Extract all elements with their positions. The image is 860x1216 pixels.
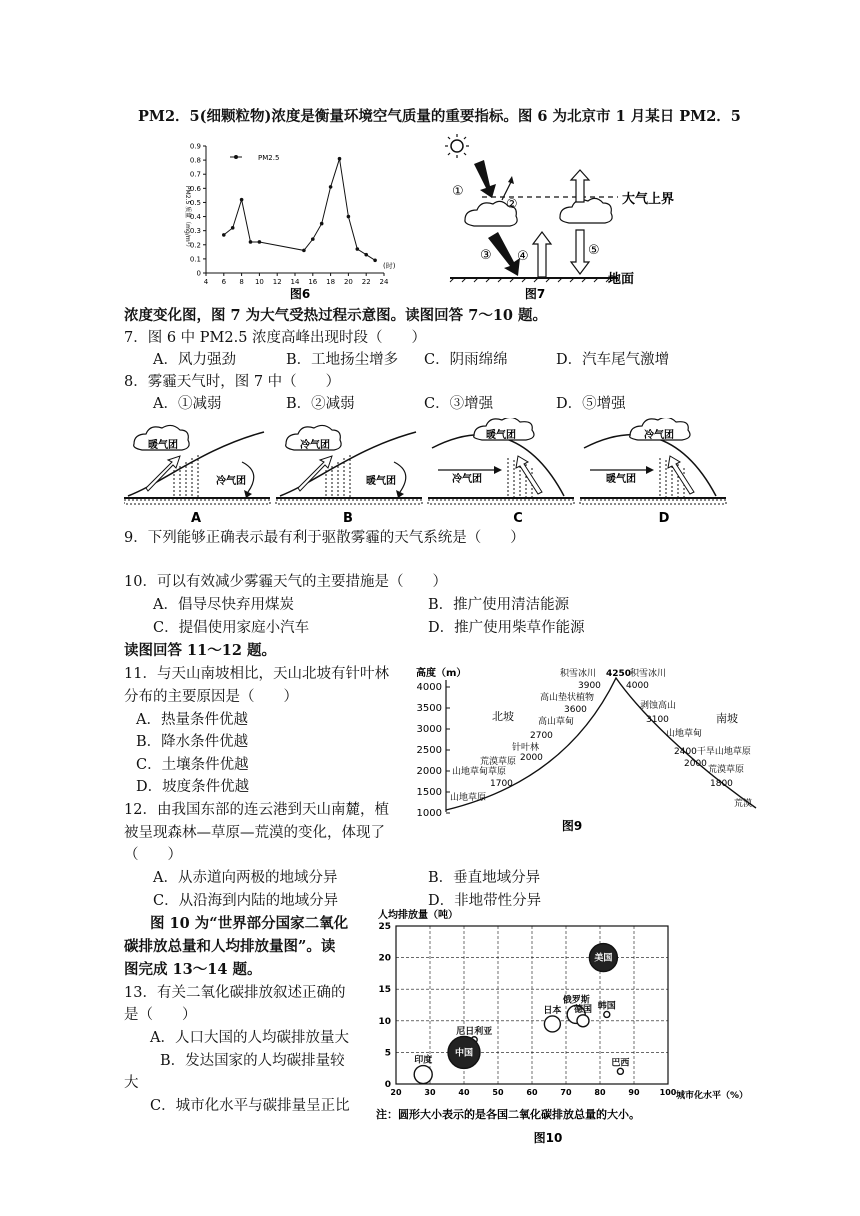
fig9-tick: 1500: [416, 787, 442, 798]
x-tick-label: 18: [326, 278, 336, 286]
data-point: [311, 237, 315, 241]
figure-7-atmosphere-diagram: [440, 132, 700, 304]
q11-option-c: C．土壤条件优越: [136, 757, 249, 773]
fig10-y-tick-label: 25: [378, 922, 391, 932]
fig10-x-tick-label: 40: [458, 1088, 470, 1097]
q10-stem: 10．可以有效减少雾霾天气的主要措施是（ ）: [124, 574, 447, 590]
fig10-x-tick-label: 70: [560, 1088, 572, 1097]
figure-6-caption: 图6: [289, 287, 311, 301]
front-d-warm: 暖气团: [606, 474, 636, 485]
y-tick-label: 0: [196, 269, 201, 278]
fig9-y-label: 高度（m）: [416, 668, 467, 679]
country-bubble: [577, 1015, 589, 1027]
y-tick-label: 0.6: [189, 184, 201, 193]
fig10-y-tick-label: 5: [384, 1048, 391, 1059]
cloud-right: [560, 198, 612, 223]
intro-line-2: 浓度变化图，图 7 为大气受热过程示意图。读图回答 7～10 题。: [124, 307, 548, 324]
fig10-y-tick-label: 15: [378, 985, 391, 996]
data-point: [240, 198, 244, 202]
fig10-x-tick-label: 50: [492, 1088, 504, 1097]
fig9-desert-steppe-n: 荒漠草原: [480, 757, 517, 767]
figure-6-pm25-chart: [178, 138, 408, 303]
q8-option-d: D．⑤增强: [556, 396, 626, 412]
data-point: [320, 222, 324, 226]
figure-9-tianshan-profile: [410, 662, 758, 834]
q9-stem: 9．下列能够正确表示最有利于驱散雾霾的天气系统是（ ）: [124, 530, 525, 546]
fig9-mountain-steppe: 山地草甸草原: [452, 767, 507, 777]
country-label: 巴西: [611, 1058, 630, 1069]
fig9-snow-n: 积雪冰川: [560, 669, 597, 679]
fig10-x-tick-label: 30: [424, 1088, 436, 1097]
q12-option-b: B．垂直地域分异: [428, 870, 541, 886]
fig9-tick: 2000: [416, 766, 442, 777]
front-diagrams: [124, 418, 740, 526]
x-tick-label: 8: [239, 278, 244, 286]
country-label: 韩国: [597, 1001, 616, 1012]
x-axis-unit: (时): [383, 262, 396, 270]
q13-stem-1: 13．有关二氧化碳排放叙述正确的: [124, 985, 346, 1001]
front-letter-d: D: [658, 511, 670, 526]
read-11-12: 读图回答 11～12 题。: [124, 642, 276, 659]
front-diagram-c: [428, 418, 574, 526]
q7-option-c: C．阴雨绵绵: [424, 352, 508, 368]
fig9-steppe-n: 山地草原: [450, 793, 487, 803]
fig9-meadow-s: 山地草甸: [666, 729, 703, 739]
country-bubble: [617, 1068, 623, 1074]
fig10-y-tick-label: 0: [384, 1080, 391, 1090]
sun-icon: [445, 134, 469, 158]
marker-4: ④: [517, 249, 529, 264]
fig9-cushion: 高山垫状植物: [540, 693, 595, 703]
data-point: [249, 240, 253, 244]
data-point: [373, 259, 377, 263]
x-tick-label: 14: [290, 278, 300, 286]
x-tick-label: 20: [343, 278, 353, 286]
q10-option-c: C．提倡使用家庭小汽车: [153, 620, 310, 636]
y-tick-label: 0.9: [189, 142, 201, 151]
fig9-sparse: 剥蚀高山: [640, 701, 677, 711]
fig9-n1700: 1700: [490, 779, 513, 789]
atmosphere-top-label: 大气上界: [622, 192, 675, 207]
marker-5: ⑤: [588, 243, 600, 258]
intro-line-1: PM2．5(细颗粒物)浓度是衡量环境空气质量的重要指标。图 6 为北京市 1 月某日 PM2．5: [138, 108, 741, 125]
fig9-s1800: 1800: [710, 779, 733, 789]
fig10-intro-2: 碳排放总量和人均排放量图”。读: [124, 938, 336, 955]
x-tick-label: 12: [272, 278, 282, 286]
country-label: 美国: [594, 953, 613, 964]
q8-option-b: B．②减弱: [286, 396, 355, 412]
fig10-intro-1: 图 10 为“世界部分国家二氧化: [150, 915, 349, 932]
q10-option-a: A．倡导尽快弃用煤炭: [153, 597, 294, 613]
q10-option-d: D．推广使用柴草作能源: [428, 620, 585, 636]
q12-option-a: A．从赤道向两极的地域分异: [153, 870, 338, 886]
q12-stem-2: 被呈现森林—草原—荒漠的变化，体现了: [124, 825, 385, 841]
arrow-5-counter-radiation: [571, 230, 589, 274]
front-letter-c: C: [513, 511, 523, 526]
x-tick-label: 4: [203, 278, 209, 286]
fig10-x-tick-label: 20: [390, 1088, 402, 1097]
y-tick-label: 0.7: [189, 170, 201, 179]
q7-option-a: A．风力强劲: [153, 352, 236, 368]
arrow-1-solar-radiation: [474, 160, 496, 198]
fig9-s2000: 2000: [684, 759, 707, 769]
q11-option-d: D．坡度条件优越: [136, 779, 250, 795]
fig9-south: 南坡: [716, 712, 738, 725]
q12-option-d: D．非地带性分异: [428, 893, 542, 909]
x-tick-label: 16: [308, 278, 318, 286]
fig9-tick: 4000: [416, 682, 442, 693]
fig9-s3100: 3100: [646, 715, 669, 725]
marker-2: ②: [506, 197, 518, 212]
y-axis-label: PM2.5 质量（mg/m³）: [184, 185, 191, 251]
series-line-pm25: [224, 159, 375, 261]
ground-label: 地面: [608, 272, 635, 287]
fig10-y-tick-label: 20: [378, 953, 391, 964]
country-bubble: [414, 1066, 432, 1084]
figure-9-caption: 图9: [561, 819, 583, 833]
y-tick-label: 0.4: [189, 213, 201, 222]
x-tick-label: 10: [254, 278, 264, 286]
country-label: 俄罗斯: [562, 995, 590, 1006]
q7-option-b: B．工地扬尘增多: [286, 352, 399, 368]
marker-3: ③: [480, 248, 492, 263]
front-b-warm: 暖气团: [366, 476, 396, 487]
q13-option-c: C．城市化水平与碳排量呈正比: [150, 1098, 350, 1114]
fig9-snow-s: 积雪冰川: [630, 669, 667, 679]
fig9-tick: 2500: [416, 745, 442, 756]
country-label: 印度: [414, 1055, 433, 1066]
front-c-warm: 暖气团: [486, 430, 516, 441]
q8-stem: 8．雾霾天气时，图 7 中（ ）: [124, 374, 341, 390]
q12-stem-1: 12．由我国东部的连云港到天山南麓，植: [124, 802, 389, 818]
data-point: [329, 185, 333, 189]
front-letter-b: B: [343, 511, 353, 526]
q13-option-b-cont: 大: [124, 1075, 139, 1091]
front-d-cold: 冷气团: [644, 430, 674, 441]
fig10-x-tick-label: 80: [594, 1088, 606, 1097]
q7-stem: 7．图 6 中 PM2.5 浓度高峰出现时段（ ）: [124, 330, 427, 346]
fig9-n3900: 3900: [578, 681, 601, 691]
q12-stem-3: （ ）: [124, 847, 182, 863]
q8-option-c: C．③增强: [424, 396, 494, 412]
front-a-cold: 冷气团: [216, 476, 246, 487]
data-point: [364, 253, 368, 257]
fig9-desert-steppe-s: 荒漠草原: [708, 765, 745, 775]
x-tick-label: 22: [361, 278, 371, 286]
country-label: 日本: [543, 1005, 562, 1016]
fig10-x-label: 城市化水平（%）: [676, 1091, 749, 1101]
country-bubble: [544, 1016, 560, 1032]
q13-option-b: B．发达国家的人均碳排量较: [160, 1053, 345, 1069]
q10-option-b: B．推广使用清洁能源: [428, 597, 570, 613]
data-point: [356, 247, 360, 251]
q12-option-c: C．从沿海到内陆的地域分异: [153, 893, 339, 909]
fig9-s4000: 4000: [626, 681, 649, 691]
y-tick-label: 0.5: [189, 198, 201, 207]
data-point: [258, 240, 262, 244]
figure-10-caption: 图10: [533, 1131, 563, 1145]
marker-1: ①: [452, 184, 464, 199]
data-point: [338, 157, 342, 161]
data-point: [231, 226, 235, 230]
fig10-y-tick-label: 10: [378, 1016, 391, 1027]
fig9-mountain-profile: [446, 678, 756, 810]
q8-option-a: A．①减弱: [153, 396, 222, 412]
front-a-warm: 暖气团: [148, 440, 178, 451]
fig9-tick: 1000: [416, 808, 442, 819]
fig9-desert: 荒漠: [734, 799, 753, 809]
y-tick-label: 0.8: [189, 156, 201, 165]
y-tick-label: 0.1: [189, 255, 201, 264]
y-tick-label: 0.3: [189, 227, 201, 236]
x-tick-label: 6: [221, 278, 227, 286]
arrow-3-surface-radiation: [488, 232, 520, 276]
fig10-x-tick-label: 100: [659, 1088, 677, 1097]
data-point: [347, 215, 351, 219]
front-letter-a: A: [190, 511, 202, 526]
q11-stem-2: 分布的主要原因是（ ）: [124, 689, 298, 705]
legend-label: PM2.5: [258, 154, 280, 162]
fig9-meadow: 高山草甸: [538, 717, 575, 727]
fig9-n2700: 2700: [530, 731, 553, 741]
front-diagram-b: [276, 425, 422, 526]
country-label: 德国: [573, 1004, 593, 1015]
fig10-y-label: 人均排放量（吨）: [378, 910, 458, 921]
fig10-intro-3: 图完成 13～14 题。: [124, 961, 262, 978]
fig9-peak: 4250: [606, 669, 632, 679]
data-point: [302, 249, 306, 253]
q11-option-b: B．降水条件优越: [136, 734, 249, 750]
front-b-cold: 冷气团: [300, 440, 330, 451]
front-c-cold: 冷气团: [452, 474, 482, 485]
fig10-x-tick-label: 90: [628, 1088, 640, 1097]
fig9-n2000: 2000: [520, 753, 543, 763]
q11-option-a: A．热量条件优越: [136, 712, 248, 728]
data-point: [222, 233, 226, 237]
figure-10-co2-chart: [372, 904, 772, 1146]
fig9-conifer: 针叶林: [512, 743, 540, 753]
country-label: 尼日利亚: [456, 1026, 493, 1037]
figure-7-caption: 图7: [524, 287, 546, 301]
front-diagram-a: [124, 425, 270, 526]
fig9-tick: 3500: [416, 703, 442, 714]
front-diagram-d: [580, 418, 726, 526]
fig10-x-tick-label: 60: [526, 1088, 538, 1097]
arrow-4-ground-radiation: [533, 232, 551, 277]
country-bubble: [604, 1011, 610, 1017]
fig9-tick: 3000: [416, 724, 442, 735]
fig9-n3600: 3600: [564, 705, 587, 715]
x-tick-label: 24: [379, 278, 389, 286]
country-label: 中国: [454, 1048, 474, 1059]
fig10-note: 注：圆形大小表示的是各国二氧化碳排放总量的大小。: [376, 1108, 640, 1121]
q11-stem-1: 11．与天山南坡相比，天山北坡有针叶林: [124, 666, 389, 682]
q13-option-a: A．人口大国的人均碳排放量大: [150, 1030, 349, 1046]
y-tick-label: 0.2: [189, 241, 201, 250]
q7-option-d: D．汽车尾气激增: [556, 352, 670, 368]
fig9-s2400: 2400干旱山地草原: [674, 747, 751, 757]
fig9-north: 北坡: [492, 710, 514, 723]
q13-stem-2: 是（ ）: [124, 1007, 197, 1023]
